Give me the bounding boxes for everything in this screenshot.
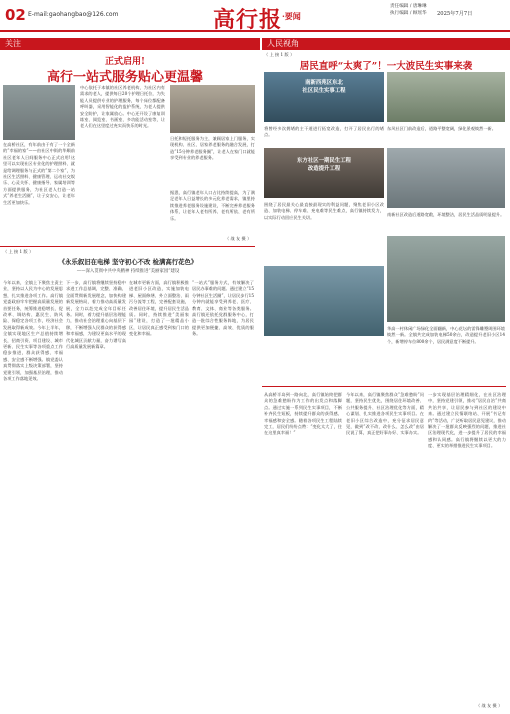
article2-subhead: ——深入贯彻中共中央精神 持续推进“美丽家园”建设 [76, 269, 180, 274]
caption2: 南新社区改造后道路宽敞，环境整洁，居民生活品质明显提升。 [387, 212, 505, 217]
proof-line: 执行编辑 / 顾瑶华 [390, 11, 427, 16]
page-number: 02 [5, 6, 26, 24]
section-label-left: 关注 [0, 38, 260, 50]
right-caption-lead [264, 340, 384, 375]
issue-date: 2025年7月7日 [437, 11, 473, 17]
right-p2: 围绕了居民最关心最直接最现实的利益问题，聚焦老旧小区改造、加装电梯、停车难、充电难等民生难点，高行镇持续发力，以实际行动回应民生关切。 [264, 202, 384, 220]
photo-service-center [170, 85, 255, 133]
photo-community [387, 148, 505, 208]
byline-left: （ 战 友 摄 ） [225, 236, 252, 241]
photo-park [264, 266, 384, 336]
right-p1: 将曾经多次拥堵的主干道进行拓宽改造，打开了居民出行的堵点。 [264, 126, 384, 138]
editor-line: 责任编辑 / 唐琳琳 [390, 4, 427, 9]
right-col2: 今年以来，高行镇聚焦群众“急难愁盼”问题，坚持民生优先，围绕居住环境改善、公共服务提升、社区治理优化等方面，精心谋划、扎实推进各项民生实事项目。在老旧小区综合改造中，充分征求居民意见，做到“改不改、改什么、怎么改”由居民说了算，真正把好事办好、实事办实。 [346, 392, 424, 436]
caption1: 东风社区门前改造后，道路平整宽阔，绿化景观焕然一新。 [387, 126, 496, 131]
edition-label: ·要闻 [282, 11, 301, 21]
intro-text: 在高桥社区，有年前由于有了一个全新的“幸福的家”——由社区中街的华顺前社区老年人日间服务中心正式启用!这里可以实现社区专业化的护理照料、就是给调理服务与正式的“第二个家”，为社区生活照料、健康管理、运动社交娱乐、心灵关怀、健康指导、家属培训等方面提供服务，为社区老人打造一站式“养老生活圈”，让子女安心，让老年生活更加快乐。 [3, 142, 75, 205]
left-col4: 据悉，高行镇老年人口占比持续提高，为了满足老年人日益增长的多元化养老需求，镇里持续推进养老服务设施建设，不断完善养老服务体系，让老年人老有所养、老有所依、老有所乐。 [170, 190, 255, 221]
article2-col1: 今年以来，全镇上下聚焦主责主业，坚持以人民为中心的发展思想，扎实推进各项工作。高行镇党委政府牢牢把握高质量发展的首要任务，统筹推进稳增长、促改革、调结构、惠民生、防风险、保稳定各项工作，经济社会发展取得新成效。今年上半年，全镇实现地区生产总值持续增长，招商引资、项目建设、城市更新、民生实事等各项重点工作稳步推进，群众获得感、幸福感、安全感不断增强。镇党委认真贯彻落实上级决策部署，坚持党建引领，加强基层治理，推动各项工作落地见效。 [3, 280, 63, 382]
jump-note: （ 上 接 1 版 ） [3, 249, 34, 254]
right-col1: 从高桥半岛到一路向北，高行镇始终把群众的急难愁盼作为工作的出发点和落脚点。通过实施一系列民生实事项目，不断补齐民生短板，持续提升群众的获得感、幸福感和安全感。随着各项民生工程陆续完工，居民们纷纷点赞：“变化太大了，住在这里真幸福！” [264, 392, 342, 436]
page-header [0, 0, 510, 32]
kicker-left: 正式启用! [105, 57, 145, 67]
headline-left: 高行一站式服务贴心更温馨 [46, 70, 203, 85]
divider [0, 246, 255, 247]
photo-street-view [387, 72, 505, 122]
photo-riverside-park [264, 72, 384, 122]
masthead: 高行报 [213, 7, 283, 33]
jump-note-right: （ 上 接 1 版 ） [264, 52, 295, 57]
photo1-caption: 南新西苑区东北 [305, 80, 343, 86]
photo1-subcaption: 社区民生实事工程 [302, 88, 346, 94]
article2-col4: “一站式”服务方式，有效解决了居民办事难的问题。通过建立“15分钟社区生活圈”，让居民步行15分钟内就能享受到养老、医疗、教育、文体、商业等各类服务。高行镇还依托党群服务中心，打造一批综合性服务阵地，为居民提供更加便捷、高效、优质的服务。 [192, 280, 254, 337]
section-label-right: 人民视角 [262, 38, 510, 50]
email[interactable]: E-mail:gaohangbao@126.com [28, 11, 119, 18]
left-col3: 日托和短托服务为主，兼顾居家上门服务，实现机构、社区、居家养老服务的融合发展，打造“15分钟养老服务圈”，让老人在家门口就能享受到专业的养老服务。 [170, 136, 255, 161]
photo2-caption: 东方社区一期民生工程 [297, 158, 351, 164]
article2-col2: 下一步，高行镇将继续坚持稳中求进工作总基调，完整、准确、全面贯彻新发展理念，加快构建新发展格局，着力推动高质量发展，全力以赴完成全年目标任务。同时，着力提升基层治理能力，推动社会治理重心向基层下移，不断增强人民群众的获得感和幸福感，为建设更高水平的现代化城区贡献力量，奋力谱写高行高质量发展新篇章。 [66, 280, 126, 350]
right-p3: 华高一村休闲广场绿化全面翻新，中心花坛的雷锋雕塑周围环境焕然一新。全镇共完成加装电梯50余台，改造提升老旧小区14个，新增停车位800余个，居民满意度不断提升。 [387, 326, 505, 344]
photo2-subcaption: 改造提升工程 [307, 166, 341, 172]
photo-plaza [387, 236, 505, 322]
left-col2: 中心依托于本镇的社区养老机构，为社区内有需求的老人，提供每日20个护理日托位，为失能人员提供专业的护理服务，每个床位都配备呼叫器，采用智能化的监护系统，为老人提供安全防护，让家属放心。中心还开设了康复训练室、阅览室、书画室、多功能活动室等，让老人们在这里度过充实而快乐的时光。 [80, 85, 165, 129]
byline-right: （ 战 友 摄 ） [476, 703, 503, 708]
photo-activity-room [3, 85, 75, 140]
right-col3: 一步实现基层治理精细化，在社区治理中，坚持党建引领，推动“居民自治”共商共治共享，让居民参与到社区的建设中来。通过建立民情联络站、开展“书记有约”等活动，广泛听取居民意见建议，推动解决了一批群众反映强烈的问题，推进社区治理现代化，进一步提升了居民的幸福感和认同感。高行镇将继续以更大的力度、更实的举措推进民生实事项目。 [428, 392, 506, 449]
divider-right [262, 386, 506, 387]
article2-col3: 在城市更新方面，高行镇积极推进老旧小区改造，实施加装电梯、屋面修缮、外立面整治、雨污分流等工程，完善配套设施，改善居住环境，提升居民生活品质。同时，持续推进“美丽家园”建设，打造了一批精品小区，让居民真正感受到家门口的变化和幸福。 [129, 280, 189, 337]
headline-right: 居民直呼“太爽了”！一大波民生实事来袭 [299, 61, 473, 72]
photo-renovation [264, 148, 384, 198]
article2-headline: 《永乐叙旧在电梯 坚守初心不改 检满高行花色》 [58, 258, 198, 266]
